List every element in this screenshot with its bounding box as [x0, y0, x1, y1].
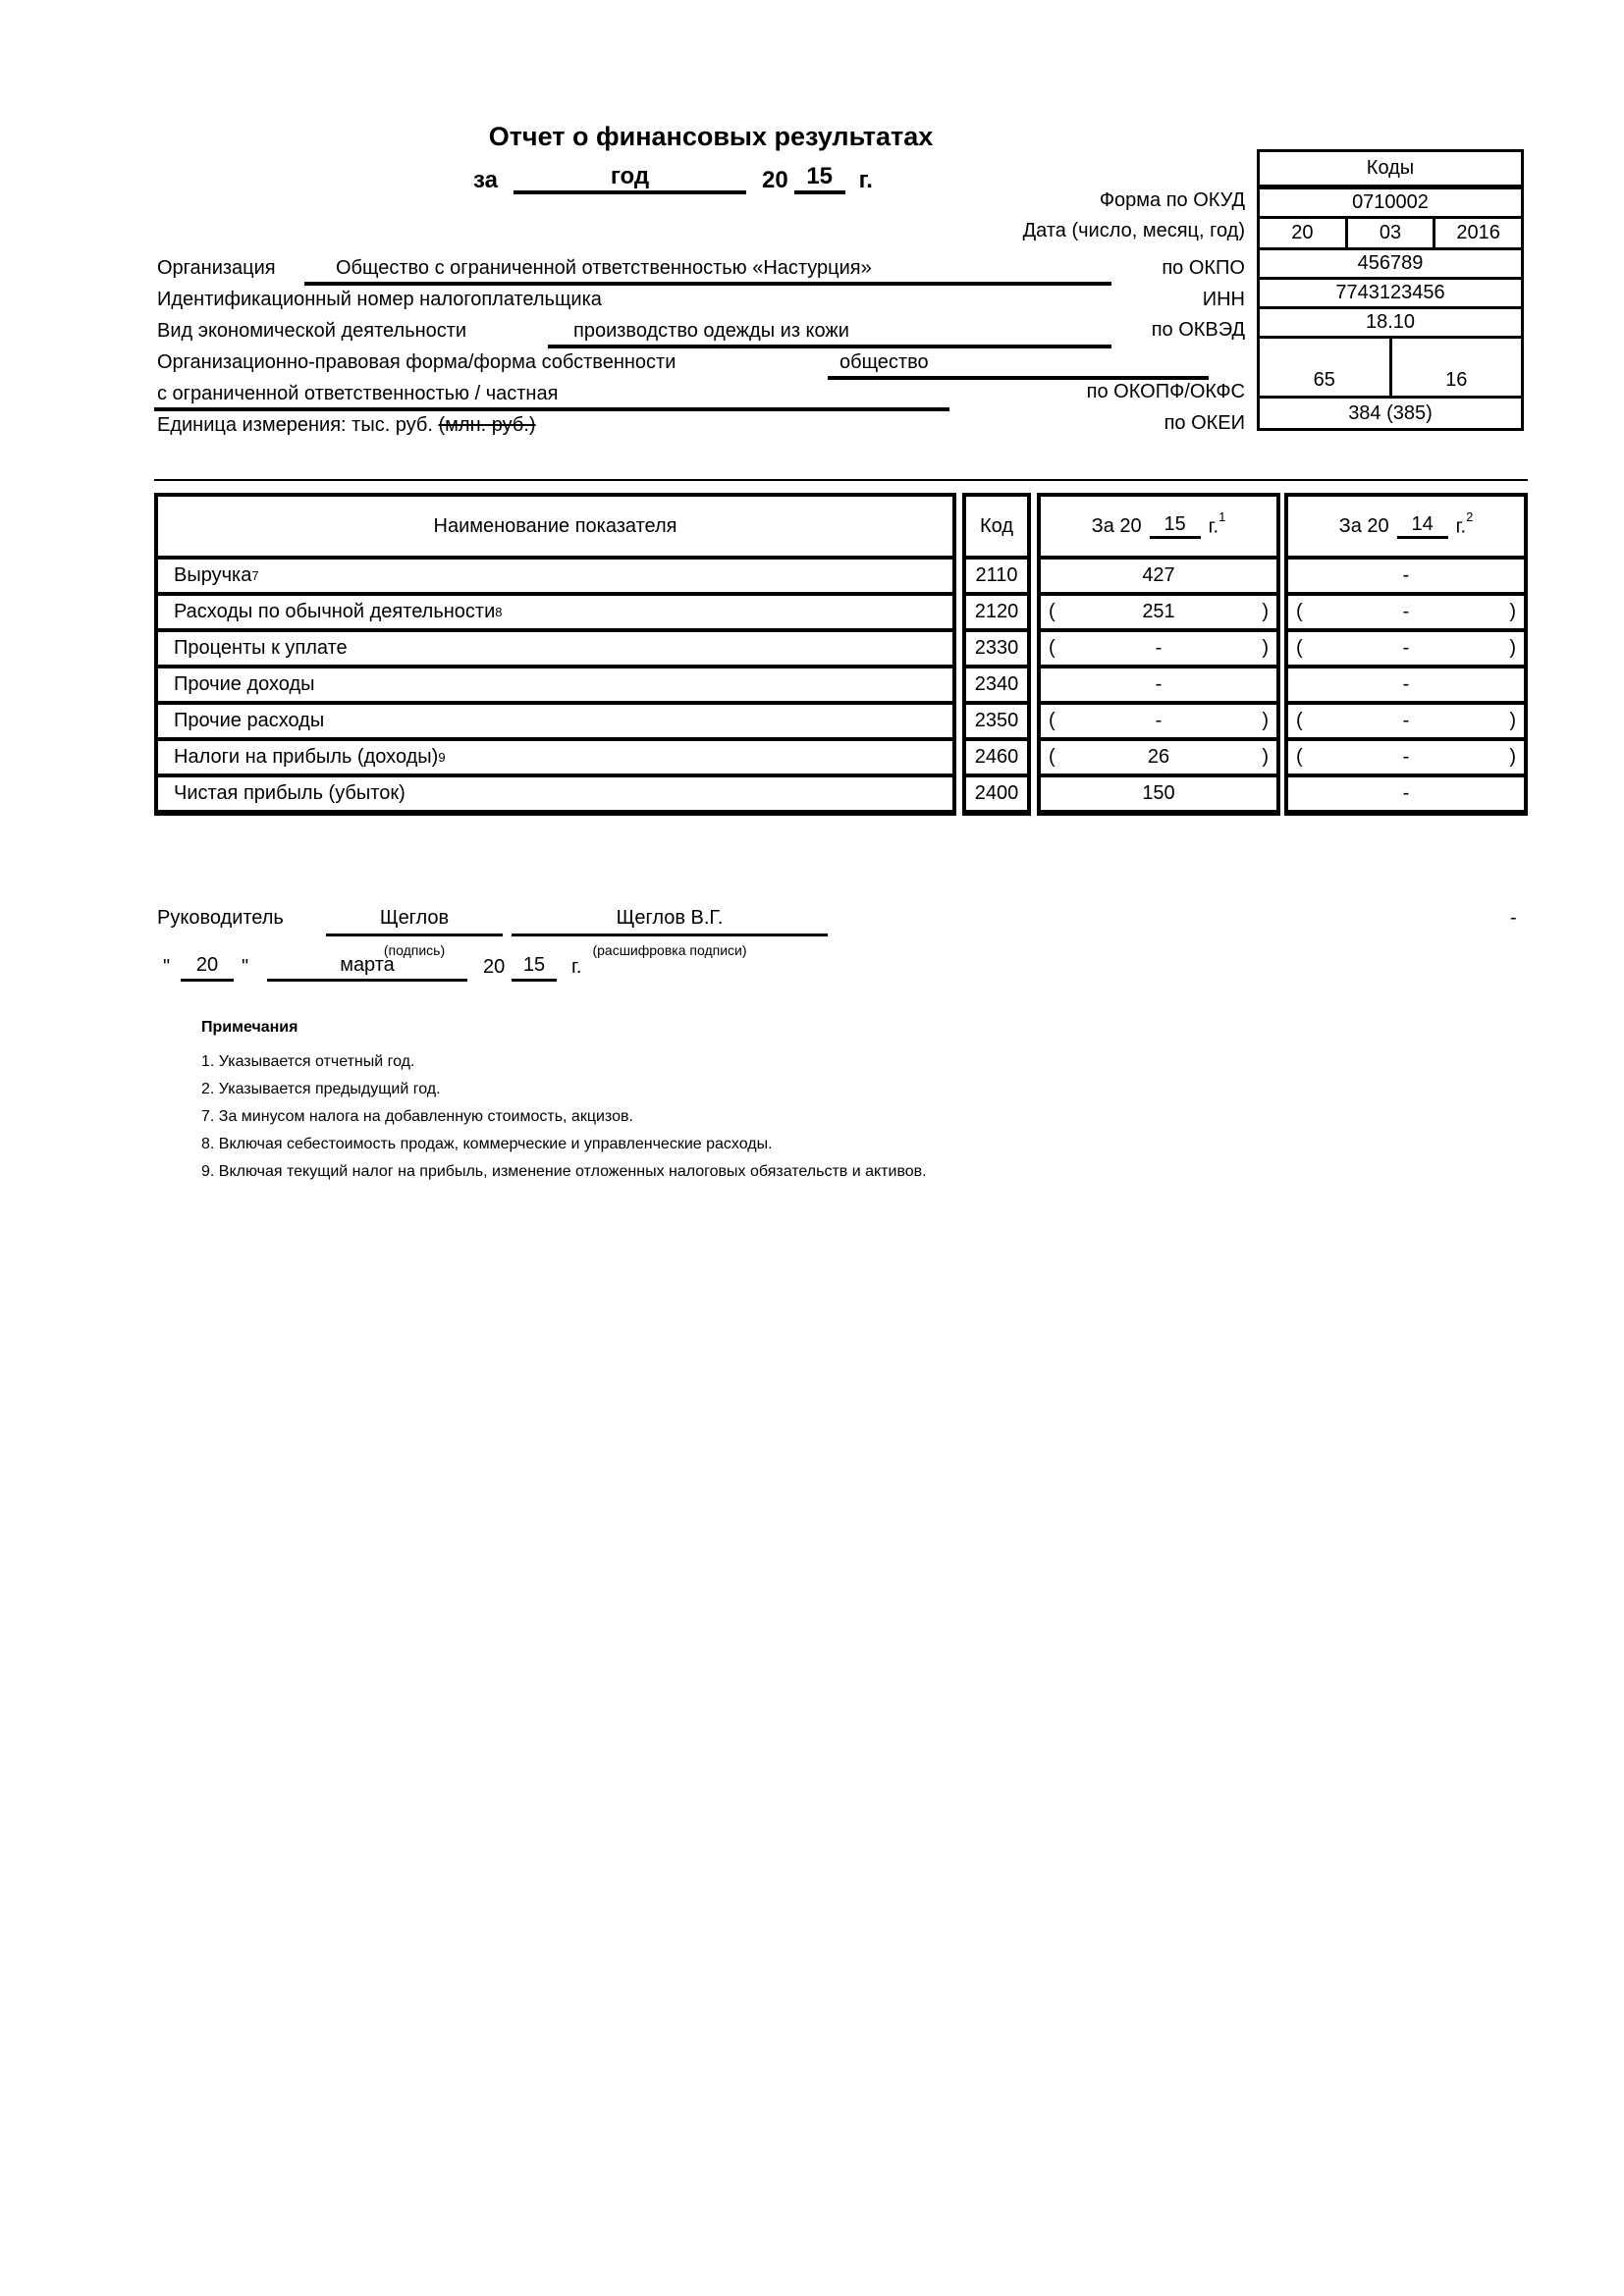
note-item: 9. Включая текущий налог на прибыль, изменение отложенных налоговых обязательств и активов.	[201, 1163, 927, 1180]
date-quote-open: "	[163, 956, 171, 978]
okpo-label: по ОКПО	[1162, 257, 1245, 279]
row-value-previous: -	[1288, 668, 1524, 705]
codes-header: Коды	[1260, 152, 1521, 189]
row-value-previous: -	[1402, 782, 1410, 804]
row-name: Проценты к уплате	[174, 637, 348, 659]
okud-value: 0710002	[1352, 191, 1429, 213]
date-year-suffix: г.	[571, 956, 582, 978]
column-current-year	[1037, 493, 1280, 816]
table-row	[158, 560, 952, 596]
okpo-value: 456789	[1260, 247, 1521, 277]
signature-caption: (подпись)	[383, 942, 446, 958]
row-footnote: 8	[495, 605, 503, 619]
col-header-name: Наименование показателя	[158, 497, 952, 560]
column-indicator-name	[154, 493, 956, 816]
row-name: Расходы по обычной деятельности	[174, 601, 496, 622]
date-month-field: марта	[267, 954, 467, 982]
row-value-current: ( - )	[1041, 632, 1276, 668]
row-value-current: ( - )	[1041, 705, 1276, 741]
year-century: 20	[761, 167, 788, 193]
col-header-code: Код	[966, 497, 1027, 560]
page-title: Отчет о финансовых результатах	[488, 122, 934, 151]
inn-value: 7743123456	[1260, 277, 1521, 306]
row-code: 2120	[966, 596, 1027, 632]
previous-year-fill: 14	[1397, 513, 1448, 539]
footnote-ref: 2	[1466, 509, 1474, 525]
okud-label: Форма по ОКУД	[1099, 189, 1245, 211]
row-footnote: 9	[438, 750, 446, 765]
legal-form-label: Организационно-правовая форма/форма собственности	[157, 351, 677, 373]
footnote-ref: 1	[1218, 509, 1226, 525]
codes-table	[1257, 149, 1524, 431]
taxpayer-id-label: Идентификационный номер налогоплательщика	[157, 289, 602, 310]
row-value-current: 150	[1142, 782, 1175, 804]
okei-value: 384 (385)	[1260, 396, 1521, 428]
trailing-dash: -	[1510, 907, 1517, 929]
note-item: 1. Указывается отчетный год.	[201, 1053, 415, 1070]
okved-value: 18.10	[1260, 306, 1521, 336]
column-previous-year	[1284, 493, 1528, 816]
date-month: 03	[1345, 219, 1434, 247]
table-row	[158, 741, 952, 777]
note-item: 7. За минусом налога на добавленную стоимость, акцизов.	[201, 1108, 633, 1125]
table-row	[158, 777, 952, 810]
row-value-current: ( 251 )	[1041, 596, 1276, 632]
year-fill-field: 15	[794, 163, 845, 194]
unit-label: Единица измерения: тыс. руб.	[157, 414, 433, 436]
row-value-previous: ( - )	[1288, 596, 1524, 632]
notes-section	[201, 1019, 927, 1186]
row-code: 2350	[966, 705, 1027, 741]
table-top-rule	[154, 479, 1528, 481]
row-code: 2330	[966, 632, 1027, 668]
col-header-current-year: За 20 15 г.$^1$	[1041, 497, 1276, 560]
notes-header: Примечания	[201, 1019, 298, 1036]
date-label: Дата (число, месяц, год)	[1022, 220, 1245, 241]
director-label: Руководитель	[157, 907, 284, 929]
current-year-fill: 15	[1150, 513, 1201, 539]
organization-label: Организация	[157, 257, 276, 279]
okei-label: по ОКЕИ	[1164, 412, 1245, 434]
activity-label: Вид экономической деятельности	[157, 320, 467, 342]
legal-form-value-field: общество	[828, 351, 1209, 380]
activity-value-field: производство одежды из кожи	[548, 320, 1111, 348]
financial-results-table	[154, 493, 1528, 816]
unit-struck-option: (млн. руб.)	[438, 414, 536, 436]
date-day: 20	[1291, 222, 1314, 243]
table-row	[158, 632, 952, 668]
date-year: 2016	[1433, 219, 1521, 247]
note-item: 2. Указывается предыдущий год.	[201, 1081, 441, 1097]
col-header-previous-year: За 20 14 г.$^2$	[1288, 497, 1524, 560]
organization-value-field: Общество с ограниченной ответственностью «Настурция»	[304, 257, 1111, 286]
okved-label: по ОКВЭД	[1151, 319, 1245, 341]
date-quote-close: "	[242, 956, 249, 978]
okopf-okfs-row	[1260, 336, 1521, 396]
inn-label: ИНН	[1202, 289, 1245, 310]
date-year-field: 15	[512, 954, 557, 982]
row-code: 2110	[966, 560, 1027, 596]
signature-name-field: Щеглов В.Г.	[512, 907, 828, 936]
column-code	[962, 493, 1031, 816]
okfs-value: 16	[1389, 339, 1522, 396]
note-item: 8. Включая себестоимость продаж, коммерческие и управленческие расходы.	[201, 1136, 773, 1152]
legal-form-value2-field: с ограниченной ответственностью / частная	[154, 383, 949, 411]
period-fill-field: год	[514, 163, 746, 194]
row-name: Налоги на прибыль (доходы)	[174, 746, 439, 768]
okopf-okfs-label: по ОКОПФ/ОКФС	[1086, 381, 1245, 402]
row-value-previous: -	[1288, 560, 1524, 596]
row-footnote: 7	[251, 568, 259, 583]
row-name: Выручка	[174, 564, 252, 586]
period-prefix: за	[473, 167, 498, 193]
date-row	[1260, 216, 1521, 247]
row-name: Прочие доходы	[174, 673, 315, 695]
date-year-century: 20	[483, 956, 506, 978]
report-period-line	[473, 163, 873, 194]
row-code: 2340	[966, 668, 1027, 705]
signature-name-caption: (расшифровка подписи)	[592, 942, 747, 958]
row-value-previous: ( - )	[1288, 705, 1524, 741]
year-suffix: г.	[858, 167, 873, 193]
unit-of-measure-line	[157, 414, 536, 437]
row-value-current: -	[1041, 668, 1276, 705]
row-value-current: ( 26 )	[1041, 741, 1276, 777]
row-name: Прочие расходы	[174, 710, 325, 731]
table-row	[158, 705, 952, 741]
row-value-previous: ( - )	[1288, 632, 1524, 668]
table-row	[158, 596, 952, 632]
row-code: 2400	[974, 782, 1019, 804]
signature-field: Щеглов	[326, 907, 503, 936]
row-value-current: 427	[1041, 560, 1276, 596]
row-name: Чистая прибыль (убыток)	[174, 782, 406, 804]
row-value-previous: ( - )	[1288, 741, 1524, 777]
date-day-field: 20	[181, 954, 234, 982]
row-code: 2460	[966, 741, 1027, 777]
okopf-value: 65	[1313, 369, 1335, 391]
table-row	[158, 668, 952, 705]
